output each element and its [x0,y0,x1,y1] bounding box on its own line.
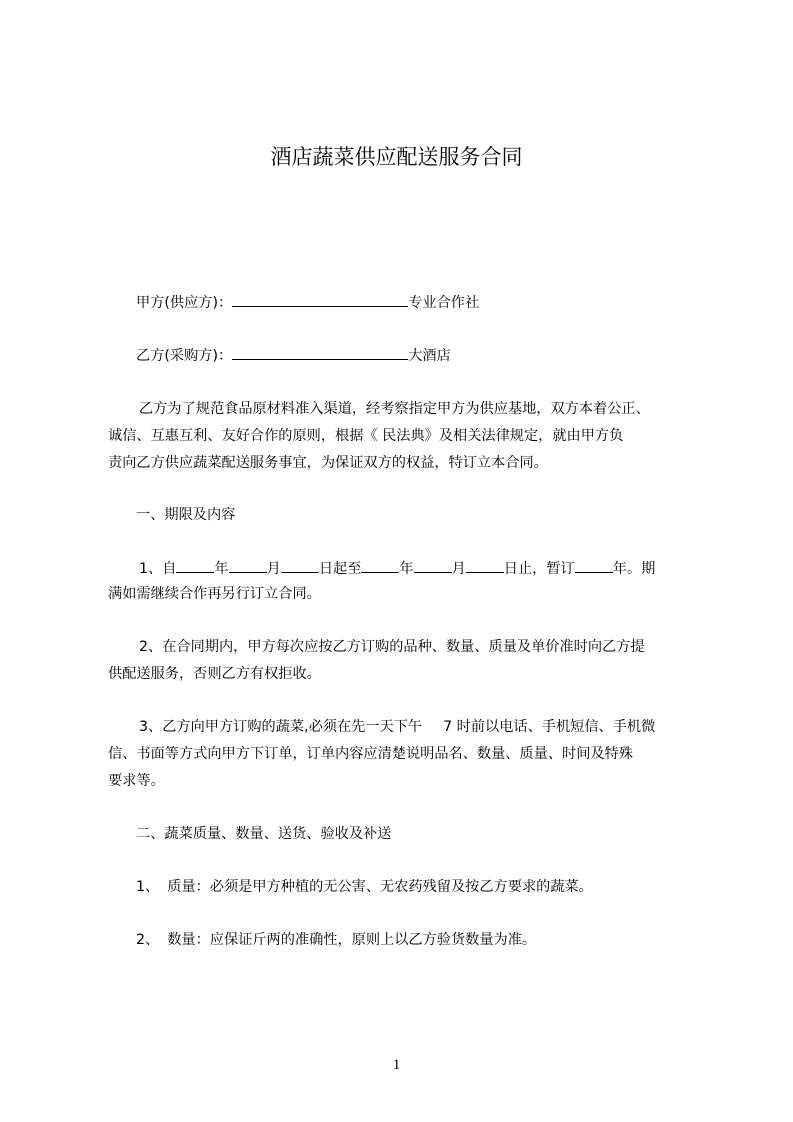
s2-item1-text: 质量：必须是甲方种植的无公害、无农药残留及按乙方要求的蔬菜。 [167,879,593,895]
date-word: 日止，暂订 [503,561,575,577]
date-blank [466,557,504,573]
party-b-line [136,344,451,366]
date-blank [414,557,452,573]
party-a-suffix: 专业合作社 [408,295,480,311]
s2-item2-number: 2、 [136,932,160,948]
party-a-label: 甲方(供应方)： [136,295,233,311]
section-1-heading: 一、期限及内容 [136,507,236,523]
s2-item2-text: 数量：应保证斤两的准确性，原则上以乙方验货数量为准。 [167,932,537,948]
intro-line-1: 乙方为了规范食品原材料准入渠道，经考察指定甲方为供应基地，双方本着公正、 [139,401,650,417]
section-2-heading: 二、蔬菜质量、数量、送货、验收及补送 [136,826,392,842]
s2-item1 [136,877,593,897]
party-a-blank [232,291,408,307]
s1-item3-text-a: 3、乙方向甲方订购的蔬菜,必须在先一天下午 [139,719,423,735]
s1-item1-line-2: 满如需继续合作再另行订立合同。 [108,586,321,602]
s1-item2-line-1: 2、在合同期内，甲方每次应按乙方订购的品种、数量、质量及单价准时向乙方提 [139,639,645,655]
date-blank [575,557,613,573]
date-blank [229,557,267,573]
party-a-line [136,291,479,313]
date-word: 年。期 [612,561,656,577]
intro-line-2: 诚信、互惠互利、友好合作的原则，根据《 民法典》及相关法律规定，就由甲方负 [108,428,624,444]
s2-item1-number: 1、 [136,879,160,895]
s1-item3-line-1 [139,717,655,737]
s1-item3-line-2: 信、书面等方式向甲方下订单，订单内容应清楚说明品名、数量、质量、时间及特殊 [108,746,633,762]
party-b-suffix: 大酒店 [408,348,451,364]
date-blank [361,557,399,573]
document-title: 酒店蔬菜供应配送服务合同 [270,145,523,169]
date-blank [281,557,319,573]
page-number: 1 [392,1057,401,1073]
date-word: 年 [399,561,414,577]
date-word: 月 [266,561,281,577]
date-word: 日起至 [318,561,362,577]
party-b-label: 乙方(采购方)： [136,348,233,364]
s1-item1-prefix: 1、自 [139,561,177,577]
date-word: 年 [214,561,229,577]
s1-item2-line-2: 供配送服务，否则乙方有权拒收。 [108,666,321,682]
s2-item2 [136,930,536,950]
s1-item3-line-3: 要求等。 [108,773,165,789]
date-word: 月 [451,561,466,577]
party-b-blank [232,344,408,360]
s1-item1-line-1 [139,557,655,579]
s1-item3-text-b: 7 时前以电话、手机短信、手机微 [443,719,656,735]
date-blank [176,557,214,573]
intro-line-3: 责向乙方供应蔬菜配送服务事宜，为保证双方的权益，特订立本合同。 [108,455,548,471]
